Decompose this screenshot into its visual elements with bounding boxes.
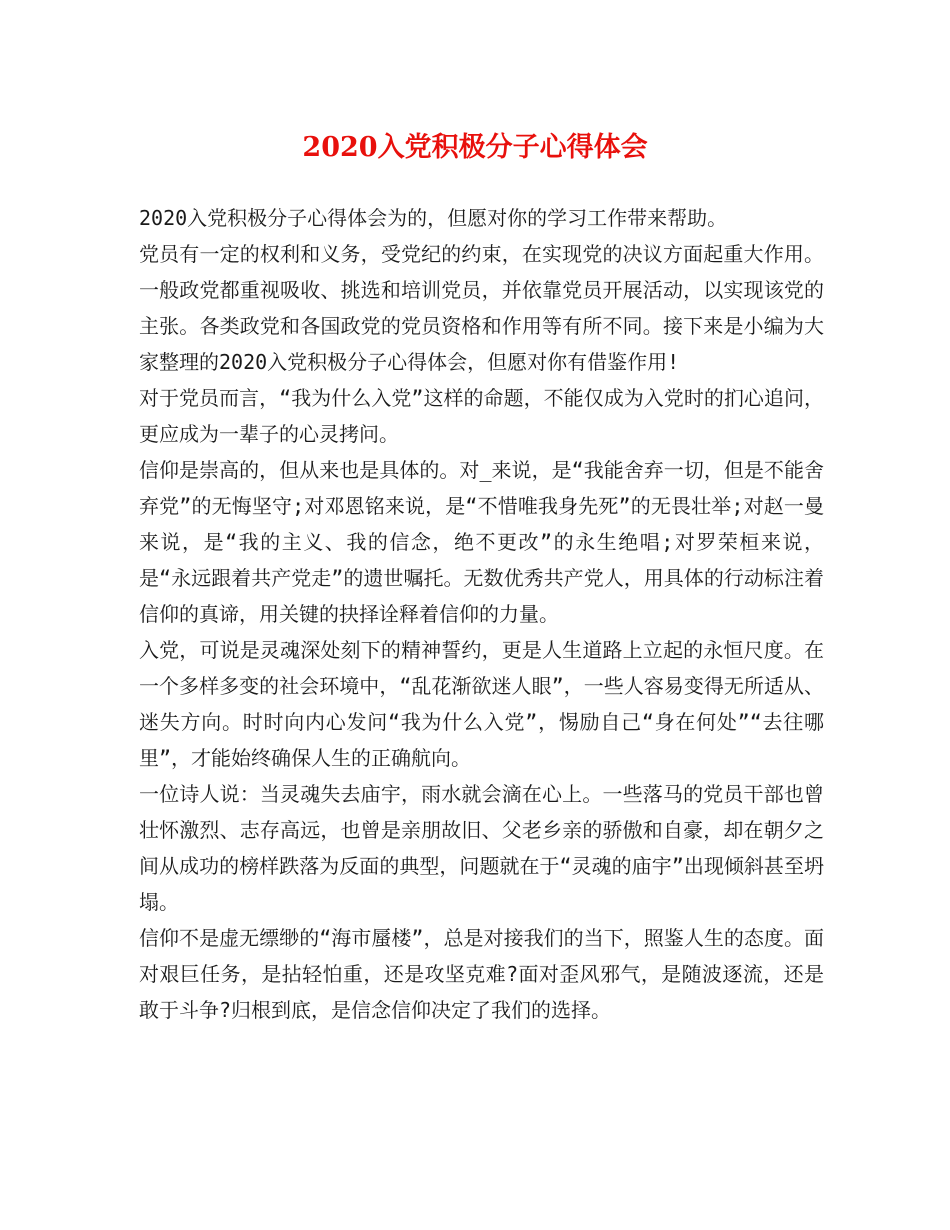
paragraph-why-join: 对于党员而言，“我为什么入党”这样的命题，不能仅成为入党时的扪心追问，更应成为一辈子的心灵拷问。 [139, 386, 824, 446]
document-title: 2020入党积极分子心得体会 [302, 132, 648, 163]
paragraph-spiritual-vow: 入党，可说是灵魂深处刻下的精神誓约，更是人生道路上立起的永恒尺度。在一个多样多变的社会环境中，“乱花渐欲迷人眼”，一些人容易变得无所适从、迷失方向。时时向内心发问“我为什么入党”，惕励自己“身在何处”“去往哪里”，才能始终确保人生的正确航向。 [139, 638, 824, 770]
document-body [139, 200, 824, 1028]
paragraph-poet-quote: 一位诗人说：当灵魂失去庙宇，雨水就会滴在心上。一些落马的党员干部也曾壮怀激烈、志存高远，也曾是亲朋故旧、父老乡亲的骄傲和自豪，却在朝夕之间从成功的榜样跌落为反面的典型，问题就在于“灵魂的庙宇”出现倾斜甚至坍塌。 [139, 782, 824, 914]
paragraph-party-member-role: 党员有一定的权利和义务，受党纪的约束，在实现党的决议方面起重大作用。一般政党都重视吸收、挑选和培训党员，并依靠党员开展活动，以实现该党的主张。各类政党和各国政党的党员资格和作用等有所不同。接下来是小编为大家整理的2020入党积极分子心得体会，但愿对你有借鉴作用! [139, 242, 824, 374]
paragraph-intro: 2020入党积极分子心得体会为的，但愿对你的学习工作带来帮助。 [139, 206, 728, 230]
paragraph-faith-choice: 信仰不是虚无缥缈的“海市蜃楼”，总是对接我们的当下，照鉴人生的态度。面对艰巨任务，是拈轻怕重，还是攻坚克难?面对歪风邪气，是随波逐流，还是敢于斗争?归根到底，是信念信仰决定了我们的选择。 [139, 926, 824, 1022]
paragraph-faith-examples: 信仰是崇高的，但从来也是具体的。对_来说，是“我能舍弃一切，但是不能舍弃党”的无悔坚守;对邓恩铭来说，是“不惜唯我身先死”的无畏壮举;对赵一曼来说，是“我的主义、我的信念，绝不更改”的永生绝唱;对罗荣桓来说，是“永远跟着共产党走”的遗世嘱托。无数优秀共产党人，用具体的行动标注着信仰的真谛，用关键的抉择诠释着信仰的力量。 [139, 458, 824, 626]
